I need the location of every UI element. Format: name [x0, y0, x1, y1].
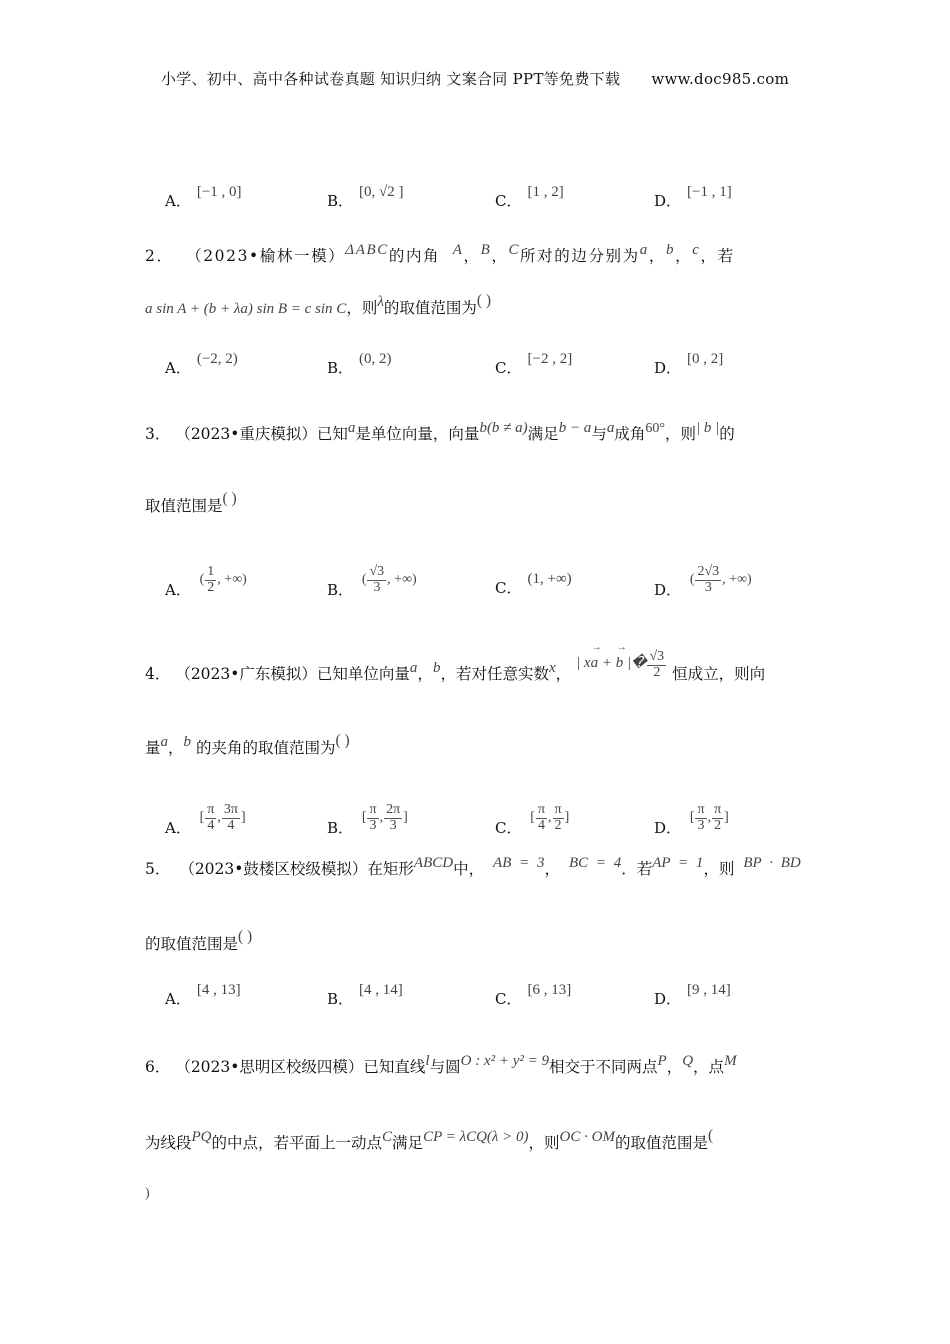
q3-number: 3． — [145, 425, 171, 443]
q5-line2: 的取值范围是( ) — [145, 928, 253, 953]
q3-option-c: C．(1, +∞) — [495, 570, 572, 597]
q5-source: （2023•鼓楼区校级模拟） — [179, 860, 368, 878]
q2-option-c: C．[−2 , 2] — [495, 350, 573, 377]
q4-option-a: A． [ $\frac{\pi}{4}$ , $\frac{3\pi}{4}$ ] — [165, 802, 246, 838]
q6-line3: ) — [145, 1186, 150, 1201]
q2-option-a: A．(−2, 2) — [165, 350, 238, 377]
q5-line1: 5． （2023•鼓楼区校级模拟）在矩形ABCD中， AB = 3， BC = 4．若AP = 1，则 BP · BD — [145, 855, 801, 878]
q3-line2: 取值范围是( ) — [145, 490, 237, 515]
q4-line1: 4． （2023•广东模拟）已知单位向量a，b，若对任意实数x， | x→ a + → b |� $\frac{√3}{2}$ 恒成立，则向 — [145, 660, 765, 690]
q6-line2: 为线段PQ的中点，若平面上一动点C满足CP = λCQ(λ > 0)，则OC · OM的取值范围是( — [145, 1127, 714, 1152]
q3-line1: 3． （2023•重庆模拟）已知a是单位向量，向量b(b ≠ a)满足b − a与a成角60°，则| b |的 — [145, 420, 735, 443]
q4-option-c: C． [ $\frac{\pi}{4}$ , $\frac{\pi}{2}$ ] — [495, 802, 570, 838]
q4-option-b: B． [ $\frac{\pi}{3}$ , $\frac{2\pi}{3}$ ] — [327, 802, 408, 838]
q3-option-d: D． ( $\frac{2√3}{3}$ , +∞) — [654, 564, 752, 600]
q5-option-b: B．[4 , 14] — [327, 981, 403, 1008]
q5-option-a: A．[4 , 13] — [165, 981, 241, 1008]
q4-blank: ( ) — [335, 732, 350, 749]
q5-option-d: D．[9 , 14] — [654, 981, 731, 1008]
q3-blank: ( ) — [222, 490, 237, 507]
q1-option-b: B．[0, √2 ] — [327, 183, 404, 210]
q4-inequality: | x→ a + → b |� — [576, 655, 646, 671]
header-text: 小学、初中、高中各种试卷真题 知识归纳 文案合同 PPT等免费下载 — [160, 70, 621, 88]
q2-source: （2023•榆林一模） — [186, 247, 346, 265]
q5-number: 5． — [145, 860, 171, 878]
q4-source: （2023•广东模拟） — [175, 665, 317, 684]
q3-option-a: A． ( $\frac{1}{2}$ , +∞) — [165, 564, 247, 600]
q2-line1: 2． （2023•榆林一模）ΔABC的内角 A，B，C所对的边分别为a，b，c，若 — [145, 242, 735, 265]
q4-line2: 量a，b 的夹角的取值范围为( ) — [145, 732, 350, 757]
q1-option-d: D．[−1 , 1] — [654, 183, 732, 210]
q2-option-b: B．(0, 2) — [327, 350, 392, 377]
q5-option-c: C．[6 , 13] — [495, 981, 572, 1008]
q5-blank: ( ) — [238, 928, 253, 945]
page-header — [0, 68, 950, 89]
q2-line2: a sin A + (b + λa) sin B = c sin C，则λ的取值范围为( ) — [145, 292, 492, 317]
q1-option-a: A．[−1 , 0] — [165, 183, 242, 210]
q6-source: （2023•思明区校级四模） — [175, 1058, 364, 1076]
q3-source: （2023•重庆模拟） — [175, 425, 317, 443]
q4-option-d: D． [ $\frac{\pi}{3}$ , $\frac{\pi}{2}$ ] — [654, 802, 729, 838]
q2-option-d: D．[0 , 2] — [654, 350, 724, 377]
header-site: www.doc985.com — [651, 70, 790, 88]
q1-option-c: C．[1 , 2] — [495, 183, 564, 210]
q6-number: 6． — [145, 1058, 171, 1076]
q3-option-b: B． ( $\frac{√3}{3}$ , +∞) — [327, 564, 417, 600]
q4-number: 4． — [145, 665, 171, 684]
q6-line1: 6． （2023•思明区校级四模）已知直线l与圆O : x² + y² = 9相交于不同两点P，Q，点M — [145, 1053, 737, 1076]
q2-number: 2． — [145, 247, 174, 265]
q2-blank: ( ) — [476, 292, 492, 309]
q2-equation: a sin A + (b + λa) sin B = c sin C — [145, 301, 347, 317]
